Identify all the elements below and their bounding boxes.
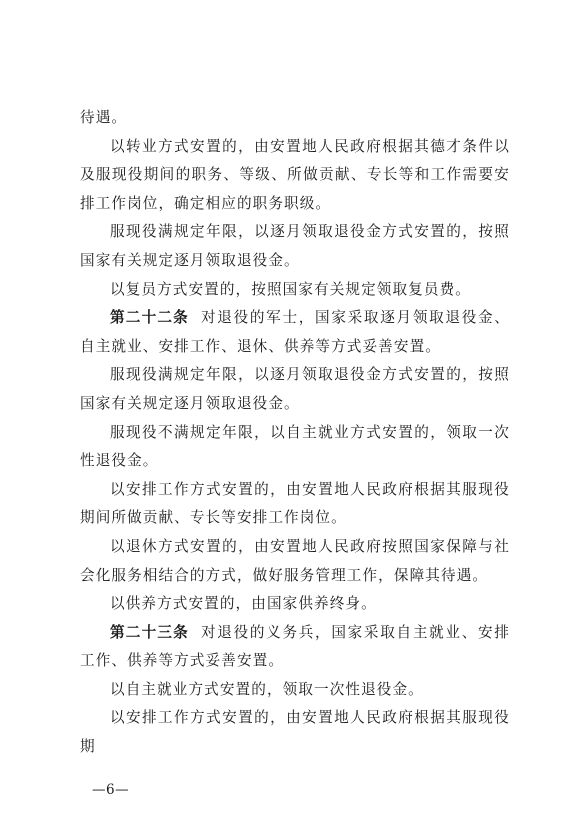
paragraph-text: 以自主就业方式安置的，领取一次性退役金。 <box>110 680 424 698</box>
paragraph-text: 服现役不满规定年限，以自主就业方式安置的，领取一次性退役金。 <box>80 423 510 470</box>
paragraph <box>80 676 510 705</box>
paragraph-text: 服现役满规定年限，以逐月领取退役金方式安置的，按照国家有关规定逐月领取退役金。 <box>80 223 510 269</box>
paragraph-text: 待遇。 <box>80 109 128 126</box>
paragraph <box>80 476 510 533</box>
article-number: 第二十三条 <box>110 623 189 641</box>
paragraph <box>80 590 510 619</box>
body-text <box>80 104 510 762</box>
paragraph <box>80 419 510 476</box>
page-number: —6— <box>92 782 130 798</box>
paragraph <box>80 533 510 590</box>
paragraph-text: 以供养方式安置的，由国家供养终身。 <box>110 595 377 613</box>
paragraph-text: 对退役的义务兵，国家采取自主就业、安排工作、供养等方式妥善安置。 <box>80 623 510 670</box>
paragraph-text: 以安排工作方式安置的，由安置地人民政府根据其服现役期 <box>80 709 510 756</box>
paragraph-text: 对退役的军士，国家采取逐月领取退役金、自主就业、安排工作、退休、供养等方式妥善安置。 <box>80 309 510 355</box>
article-paragraph <box>80 304 510 361</box>
paragraph <box>80 704 510 761</box>
paragraph-text: 服现役满规定年限，以逐月领取退役金方式安置的，按照国家有关规定逐月领取退役金。 <box>80 366 510 412</box>
article-paragraph <box>80 619 510 676</box>
paragraph-text: 以转业方式安置的，由安置地人民政府根据其德才条件以及服现役期间的职务、等级、所做贡献、专长等和工作需要安排工作岗位，确定相应的职务职级。 <box>80 137 510 212</box>
paragraph <box>80 276 510 305</box>
paragraph-text: 以退休方式安置的，由安置地人民政府按照国家保障与社会化服务相结合的方式，做好服务管理工作，保障其待遇。 <box>80 537 510 584</box>
paragraph <box>80 133 510 219</box>
paragraph <box>80 218 510 275</box>
paragraph-text: 以复员方式安置的，按照国家有关规定领取复员费。 <box>110 280 471 298</box>
paragraph <box>80 104 510 133</box>
paragraph-text: 以安排工作方式安置的，由安置地人民政府根据其服现役期间所做贡献、专长等安排工作岗位。 <box>80 480 510 527</box>
article-number: 第二十二条 <box>110 309 189 327</box>
paragraph <box>80 361 510 418</box>
